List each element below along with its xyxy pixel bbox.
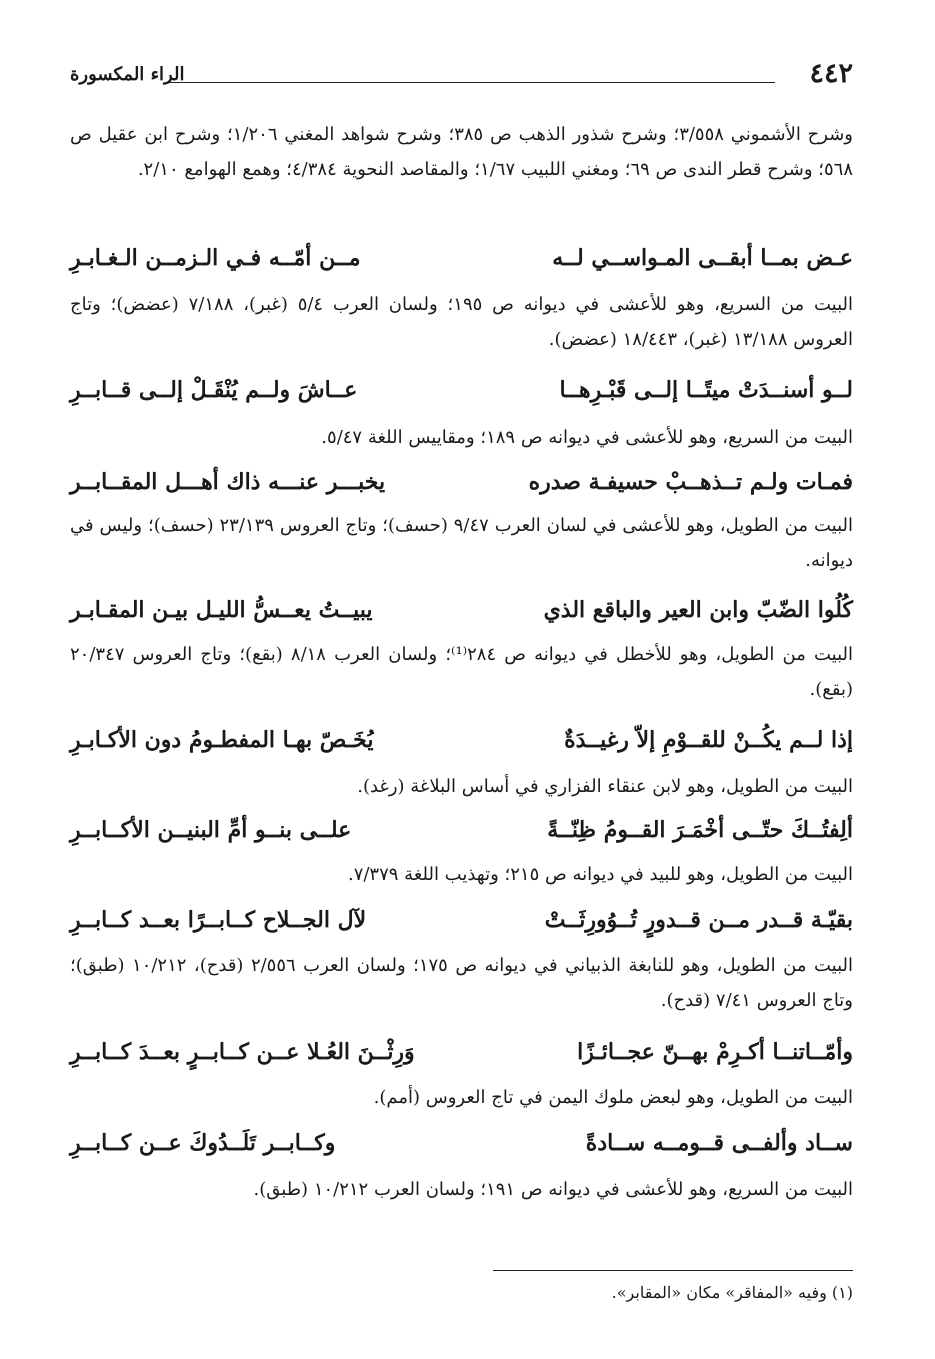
- verse-citation: البيت من الطويل، وهو للنابغة الذبياني في ديوانه ص ١٧٥؛ ولسان العرب ٢/٥٥٦ (قدح)، ١٠/٢١٢ (طبق)؛ وتاج العروس ٧/٤١ (قدح).: [70, 955, 853, 1011]
- verse-citation: البيت من الطويل، وهو للبيد في ديوانه ص ٢١٥؛ وتهذيب اللغة ٧/٣٧٩.: [347, 864, 853, 885]
- verse-first-hemistich: وأمّــاتنــا أكـرِمْ بهــنّ عجــائـزًا: [577, 1039, 853, 1065]
- verse-citation: البيت من السريع، وهو للأعشى في ديوانه ص ١٩١؛ ولسان العرب ١٠/٢١٢ (طبق).: [253, 1179, 853, 1200]
- header-rule: [166, 82, 775, 83]
- verse-line: [70, 1123, 853, 1163]
- footnote-rule: [493, 1270, 853, 1271]
- verse-line: [70, 370, 853, 410]
- verse-first-hemistich: عـض بمــا أبقــى المـواســي لــه: [552, 245, 853, 271]
- verse-first-hemistich: كُلُوا الضّبّ وابن العير والباقع الذي: [543, 597, 853, 623]
- footnote: (١) وفيه «المفاقر» مكان «المقابر».: [611, 1283, 853, 1302]
- verse-second-hemistich: مــن أمّــه فـي الـزمــن الـغـابـرِ: [70, 245, 361, 271]
- verse-second-hemistich: لآل الجــلاح كــابــرًا بعــد كــابــرِ: [70, 907, 367, 933]
- verse-second-hemistich: وكــابــر تَلَــدُوكَ عــن كــابــرِ: [70, 1130, 336, 1156]
- verse-line: [70, 238, 853, 278]
- verse-citation: البيت من الطويل، وهو لبعض ملوك اليمن في تاج العروس (أمم).: [373, 1087, 853, 1108]
- intro-paragraph: وشرح الأشموني ٣/٥٥٨؛ وشرح شذور الذهب ص ٣٨٥؛ وشرح شواهد المغني ١/٢٠٦؛ وشرح ابن عقيل ص ٥٦٨؛ وشرح قطر الندى ص ٦٩؛ ومغني اللبيب ١/٦٧؛ والمقاصد النحوية ٤/٣٨٤؛ وهمع الهوامع ٢/١٠.: [70, 124, 854, 180]
- page-number: ٤٤٢: [809, 58, 853, 89]
- verse-line: [70, 900, 853, 940]
- verse-citation: البيت من السريع، وهو للأعشى في ديوانه ص ١٨٩؛ ومقاييس اللغة ٥/٤٧.: [321, 427, 853, 448]
- verse-line: [70, 462, 853, 502]
- verse-second-hemistich: يبيــتُ يعــسُّ الليـل بيـن المقـابـر: [70, 597, 373, 623]
- verse-first-hemistich: فمـات ولـم تــذهــبْ حسيفـة صدره: [528, 469, 853, 495]
- verse-first-hemistich: إذا لــم يكُــنْ للقــوْمِ إلاّ رغيــدَةٌ: [564, 727, 853, 753]
- verse-second-hemistich: يُخَـصّ بهـا المفطـومُ دون الأكـابـرِ: [70, 727, 374, 753]
- verse-citation: البيت من الطويل، وهو لابن عنقاء الفزاري في أساس البلاغة (رغد).: [357, 776, 853, 797]
- verse-first-hemistich: بقيّـة قــدر مــن قــدورٍ تُــوُورِثَــتْ: [544, 907, 853, 933]
- verse-citation: البيت من الطويل، وهو للأخطل في ديوانه ص ٢٨٤⁽¹⁾؛ ولسان العرب ٨/١٨ (بقع)؛ وتاج العروس ٢٠/٣٤٧ (بقع).: [70, 644, 854, 700]
- running-title: الراء المكسورة: [70, 64, 185, 85]
- verse-line: [70, 720, 853, 760]
- verse-first-hemistich: ألِفتُــكَ حتّــى أخْمَـرَ القــومُ ظِنّــةً: [547, 817, 853, 843]
- verse-first-hemistich: لــو أسنــدَتْ ميتًــا إلــى قَبْـرِهــا: [559, 377, 853, 403]
- verse-second-hemistich: وَرِثْــنَ العُـلا عــن كــابــرٍ بعــدَ كــابــرِ: [70, 1039, 415, 1065]
- verse-first-hemistich: ســاد وألفــى قــومــه ســادةً: [585, 1130, 853, 1156]
- verse-citation: البيت من السريع، وهو للأعشى في ديوانه ص ١٩٥؛ ولسان العرب ٥/٤ (غبر)، ٧/١٨٨ (عضض)؛ وتاج العروس ١٣/١٨٨ (غبر)، ١٨/٤٤٣ (عضض).: [70, 294, 854, 350]
- verse-citation: البيت من الطويل، وهو للأعشى في لسان العرب ٩/٤٧ (حسف)؛ وتاج العروس ٢٣/١٣٩ (حسف)؛ وليس في ديوانه.: [70, 515, 853, 571]
- verse-second-hemistich: يخبـــر عنـــه ذاك أهـــل المقــابــر: [70, 469, 386, 495]
- verse-line: [70, 590, 853, 630]
- verse-line: [70, 810, 853, 850]
- verse-second-hemistich: علــى بنــو أمِّ البنيــن الأكــابــرِ: [70, 817, 352, 843]
- verse-second-hemistich: عــاشَ ولــم يُنْقَـلْ إلــى قــابــرِ: [70, 377, 358, 403]
- page-header: [70, 58, 853, 92]
- verse-line: [70, 1032, 853, 1072]
